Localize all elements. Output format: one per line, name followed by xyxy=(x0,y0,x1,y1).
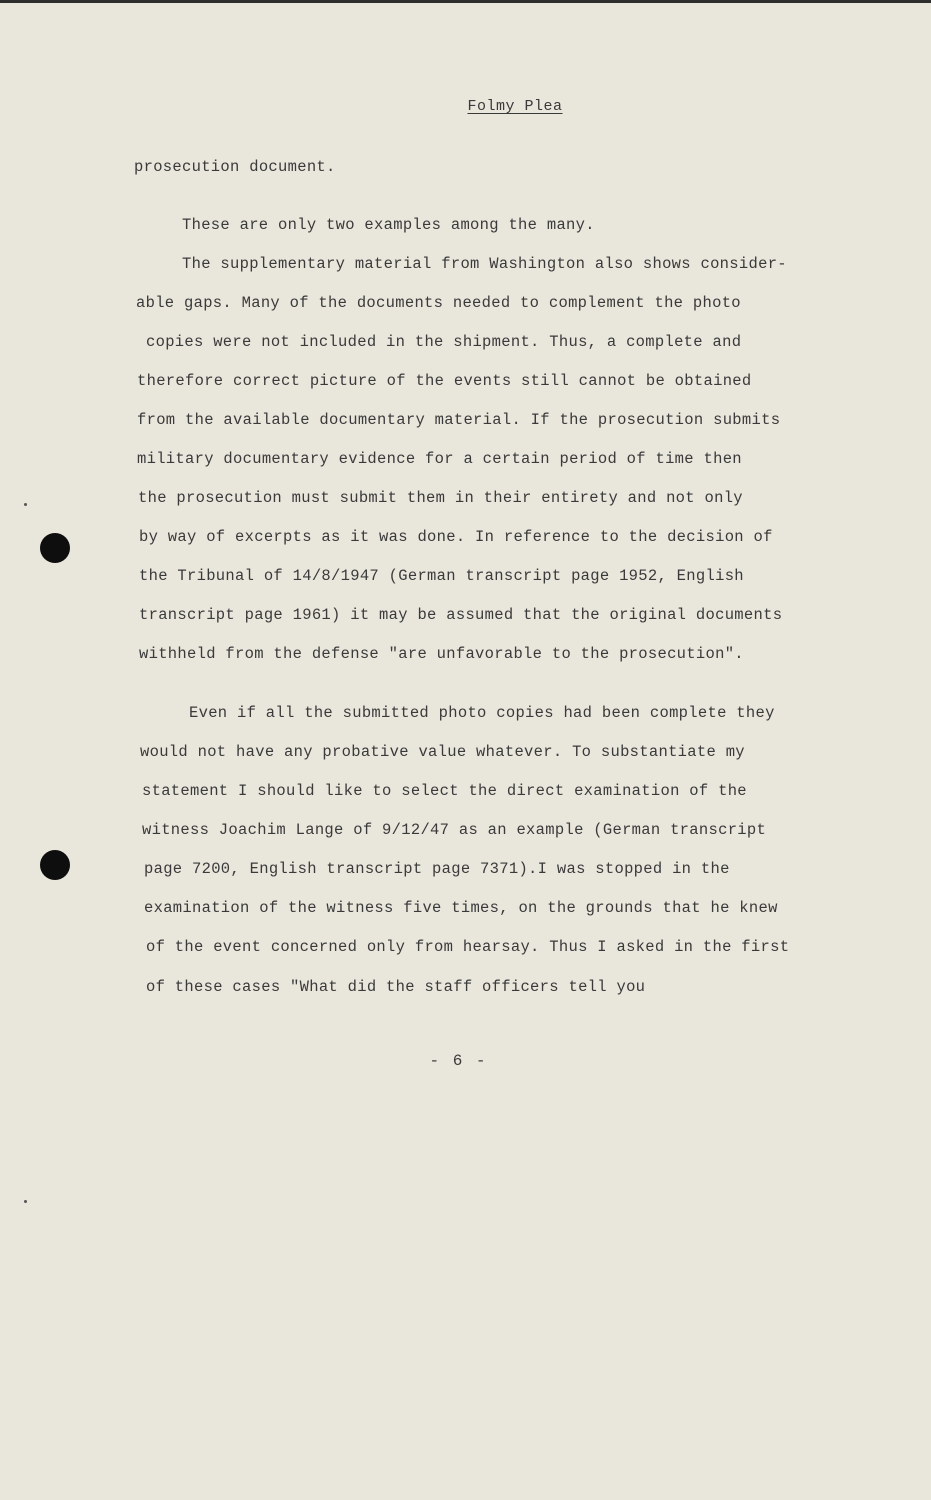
text-line: examination of the witness five times, on the grounds that he knew xyxy=(144,899,778,917)
text-line: of these cases "What did the staff officers tell you xyxy=(146,978,646,996)
text-line: witness Joachim Lange of 9/12/47 as an example (German transcript xyxy=(142,821,767,839)
text-line: would not have any probative value whatever. To substantiate my xyxy=(140,743,745,761)
scan-speck xyxy=(24,1200,27,1203)
text-line: Even if all the submitted photo copies had been complete they xyxy=(189,704,775,722)
punch-hole xyxy=(40,533,70,563)
punch-hole xyxy=(40,850,70,880)
text-line: military documentary evidence for a certain period of time then xyxy=(137,450,742,468)
text-line: from the available documentary material. If the prosecution submits xyxy=(137,411,781,429)
text-line: by way of excerpts as it was done. In reference to the decision of xyxy=(139,528,773,546)
text-line: therefore correct picture of the events still cannot be obtained xyxy=(137,372,752,390)
text-line: of the event concerned only from hearsay. Thus I asked in the first xyxy=(146,938,790,956)
page-number: - 6 - xyxy=(429,1052,488,1070)
text-line: statement I should like to select the direct examination of the xyxy=(142,782,747,800)
scan-speck xyxy=(24,503,27,506)
text-line: prosecution document. xyxy=(134,158,336,176)
text-line: These are only two examples among the many. xyxy=(182,216,595,234)
text-line: able gaps. Many of the documents needed to complement the photo xyxy=(136,294,741,312)
text-line: withheld from the defense "are unfavorable to the prosecution". xyxy=(139,645,744,663)
text-line: the Tribunal of 14/8/1947 (German transcript page 1952, English xyxy=(139,567,744,585)
text-line: page 7200, English transcript page 7371).I was stopped in the xyxy=(144,860,730,878)
page-header: Folmy Plea xyxy=(467,98,563,115)
text-line: The supplementary material from Washington also shows consider- xyxy=(182,255,787,273)
text-line: copies were not included in the shipment. Thus, a complete and xyxy=(146,333,742,351)
text-line: transcript page 1961) it may be assumed that the original documents xyxy=(139,606,783,624)
text-line: the prosecution must submit them in their entirety and not only xyxy=(138,489,743,507)
